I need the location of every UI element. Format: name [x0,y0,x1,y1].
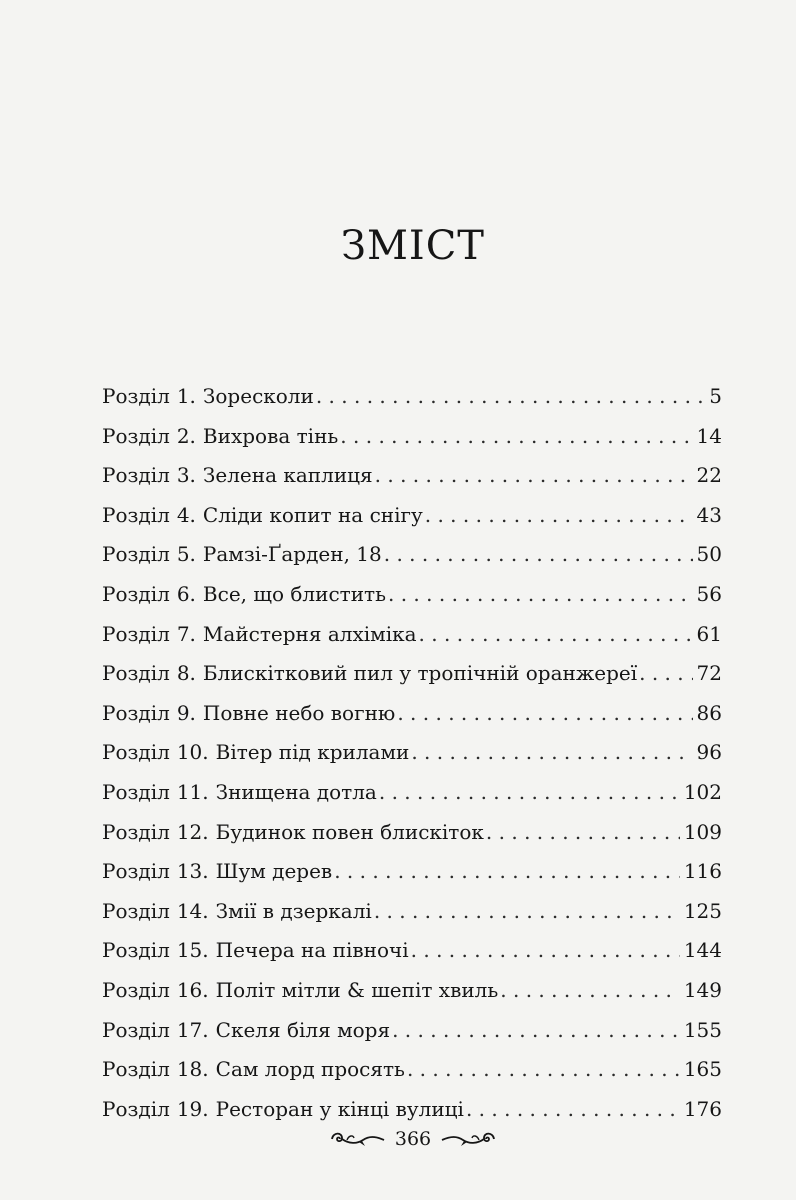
dot-leader [340,417,692,457]
chapter-page-number: 125 [683,898,722,923]
chapter-title: Змії в дзеркалі [215,898,372,923]
toc-entry[interactable] [102,575,722,615]
toc-entry-label [102,615,417,655]
dot-leader [384,535,693,575]
chapter-title: Все, що блистить [202,581,386,606]
chapter-title: Майстерня алхіміка [202,621,417,646]
dot-leader [419,615,693,655]
chapter-number: 4. [176,502,196,527]
chapter-page-number: 96 [696,740,722,765]
chapter-number: 17. [176,1017,209,1042]
page-footer [0,1128,796,1150]
chapter-number: 15. [176,938,209,963]
dot-leader [334,852,680,892]
chapter-number: 5. [176,542,196,567]
chapter-word: Розділ [102,740,170,765]
dot-leader [316,377,705,417]
dot-leader [375,456,693,496]
toc-entry-label [102,535,382,575]
toc-entry-label [102,931,409,971]
toc-entry[interactable] [102,377,722,417]
toc-entry[interactable] [102,971,722,1011]
toc-entry[interactable] [102,694,722,734]
chapter-word: Розділ [102,859,170,884]
toc-entry[interactable] [102,535,722,575]
chapter-word: Розділ [102,661,170,686]
toc-entry[interactable] [102,615,722,655]
toc-entry-label [102,1050,405,1090]
dot-leader [374,892,680,932]
chapter-word: Розділ [102,700,170,725]
chapter-title: Зоресколи [202,384,314,408]
chapter-number: 1. [176,384,196,408]
dot-leader [379,773,680,813]
chapter-number: 3. [176,463,196,488]
dot-leader [392,1011,680,1051]
chapter-word: Розділ [102,1096,170,1121]
toc-entry-label [102,1090,464,1130]
dot-leader [639,654,692,694]
table-of-contents [102,377,722,1129]
dot-leader [411,733,692,773]
chapter-word: Розділ [102,1017,170,1042]
chapter-number: 14. [176,898,209,923]
chapter-title: Блискітковий пил у тропічній оранжереї [202,661,638,686]
toc-entry-label [102,773,377,813]
chapter-title: Повне небо вогню [202,700,396,725]
toc-entry-label [102,733,409,773]
chapter-page-number: 22 [696,463,722,488]
chapter-page-number: 149 [683,977,722,1002]
chapter-word: Розділ [102,502,170,527]
dot-leader [411,931,680,971]
dot-leader [397,694,692,734]
chapter-page-number: 155 [683,1017,722,1042]
chapter-number: 9. [176,700,196,725]
chapter-page-number: 56 [696,581,722,606]
chapter-page-number: 102 [683,779,722,804]
dot-leader [407,1050,680,1090]
toc-entry[interactable] [102,813,722,853]
toc-entry[interactable] [102,733,722,773]
chapter-page-number: 61 [696,621,722,646]
chapter-number: 19. [176,1096,209,1121]
chapter-number: 7. [176,621,196,646]
toc-entry-label [102,892,372,932]
chapter-page-number: 72 [696,661,722,686]
toc-entry[interactable] [102,931,722,971]
toc-entry[interactable] [102,773,722,813]
toc-entry-label [102,1011,390,1051]
toc-entry[interactable] [102,496,722,536]
chapter-page-number: 109 [683,819,722,844]
chapter-word: Розділ [102,423,170,448]
chapter-page-number: 86 [696,700,722,725]
dot-leader [466,1090,680,1130]
chapter-page-number: 116 [683,859,722,884]
toc-entry-label [102,813,484,853]
chapter-word: Розділ [102,898,170,923]
chapter-number: 10. [176,740,209,765]
chapter-number: 6. [176,581,196,606]
chapter-number: 2. [176,423,196,448]
toc-entry-label [102,496,423,536]
chapter-title: Будинок повен блискіток [215,819,484,844]
dot-leader [486,813,680,853]
chapter-page-number: 5 [709,384,722,408]
toc-entry[interactable] [102,1050,722,1090]
dot-leader [388,575,693,615]
chapter-page-number: 50 [696,542,722,567]
toc-entry-label [102,852,332,892]
toc-entry[interactable] [102,1011,722,1051]
toc-entry-label [102,377,314,417]
toc-entry-label [102,575,386,615]
toc-entry[interactable] [102,892,722,932]
chapter-word: Розділ [102,938,170,963]
toc-entry-label [102,654,637,694]
chapter-word: Розділ [102,779,170,804]
chapter-word: Розділ [102,542,170,567]
chapter-title: Шум дерев [215,859,333,884]
toc-entry-label [102,456,373,496]
toc-entry-label [102,694,395,734]
chapter-page-number: 43 [696,502,722,527]
chapter-title: Знищена дотла [215,779,377,804]
chapter-title: Ресторан у кінці вулиці [215,1096,464,1121]
chapter-page-number: 176 [683,1096,722,1121]
flourish-left-icon [329,1129,387,1149]
chapter-word: Розділ [102,621,170,646]
page-title: ЗМІСТ [341,222,485,269]
chapter-title: Вихрова тінь [202,423,339,448]
page-number: 366 [394,1128,432,1150]
chapter-word: Розділ [102,819,170,844]
chapter-word: Розділ [102,1057,170,1082]
toc-entry[interactable] [102,852,722,892]
toc-entry[interactable] [102,456,722,496]
chapter-number: 8. [176,661,196,686]
chapter-word: Розділ [102,463,170,488]
chapter-word: Розділ [102,977,170,1002]
toc-entry-label [102,971,498,1011]
chapter-number: 12. [176,819,209,844]
chapter-title: Рамзі-Ґарден, 18 [202,542,382,567]
chapter-title: Вітер під крилами [215,740,410,765]
chapter-number: 11. [176,779,209,804]
chapter-title: Політ мітли & шепіт хвиль [215,977,499,1002]
flourish-right-icon [439,1129,497,1149]
chapter-title: Скеля біля моря [215,1017,391,1042]
chapter-title: Сліди копит на снігу [202,502,423,527]
chapter-number: 16. [176,977,209,1002]
chapter-number: 13. [176,859,209,884]
chapter-title: Сам лорд просять [215,1057,405,1082]
chapter-title: Зелена каплиця [202,463,373,488]
chapter-title: Печера на півночі [215,938,409,963]
toc-entry[interactable] [102,654,722,694]
toc-entry[interactable] [102,417,722,457]
chapter-page-number: 165 [683,1057,722,1082]
toc-entry-label [102,417,338,457]
chapter-number: 18. [176,1057,209,1082]
chapter-word: Розділ [102,581,170,606]
chapter-page-number: 14 [696,423,722,448]
chapter-word: Розділ [102,384,170,408]
dot-leader [500,971,680,1011]
toc-entry[interactable] [102,1090,722,1130]
chapter-page-number: 144 [683,938,722,963]
dot-leader [425,496,693,536]
